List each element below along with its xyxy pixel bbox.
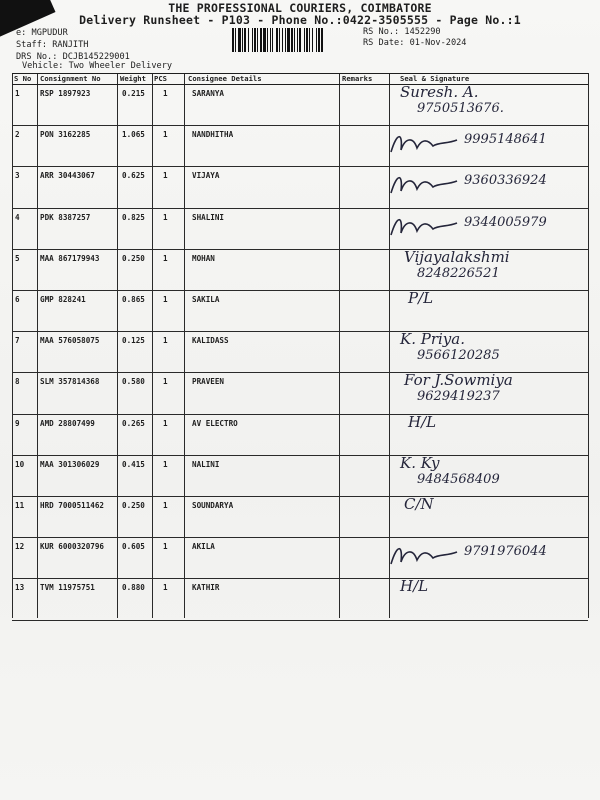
pcs-cell: 1 xyxy=(163,130,168,140)
sno-cell: 1 xyxy=(15,89,20,98)
table-row-line xyxy=(12,620,588,621)
weight-cell: 0.125 xyxy=(122,336,145,346)
barcode-bar xyxy=(312,28,313,52)
signature-name: K. Ky xyxy=(400,453,440,472)
weight-cell: 0.215 xyxy=(122,89,145,98)
table-header-line xyxy=(12,84,588,85)
sno-cell: 12 xyxy=(15,542,25,552)
pcs-cell: 1 xyxy=(163,583,168,593)
weight-cell: 0.825 xyxy=(122,212,145,222)
consignment-cell: RSP 1897923 xyxy=(40,89,91,98)
barcode-bar xyxy=(235,28,236,52)
barcode-bar xyxy=(272,28,273,52)
signature-name: Suresh. A. xyxy=(400,83,479,101)
table-row-line xyxy=(12,290,588,291)
barcode-bar xyxy=(267,28,268,52)
table-row-line xyxy=(12,125,588,126)
signature-name: C/N xyxy=(404,495,434,513)
weight-cell: 0.580 xyxy=(122,377,145,387)
consignee-cell: MOHAN xyxy=(192,253,215,263)
consignee-cell: SARANYA xyxy=(192,89,225,98)
table-row-line xyxy=(12,496,588,497)
barcode-bar xyxy=(309,28,310,52)
pcs-cell: 1 xyxy=(163,253,168,263)
signature-phone: 9750513676. xyxy=(417,101,504,116)
pcs-cell: 1 xyxy=(163,377,168,387)
signature-phone: 8248226521 xyxy=(417,265,500,281)
table-row-line xyxy=(12,208,588,209)
barcode-bar xyxy=(297,28,298,52)
weight-cell: 0.880 xyxy=(122,583,145,593)
table-row-line xyxy=(12,414,588,415)
branch-label: e: MGPUDUR xyxy=(16,28,68,38)
weight-cell: 0.415 xyxy=(122,459,145,469)
barcode-bar xyxy=(263,28,266,52)
consignment-cell: KUR 6000320796 xyxy=(40,542,105,552)
pcs-cell: 1 xyxy=(163,459,168,469)
signature-phone: 9360336924 xyxy=(464,173,547,189)
table-row-line xyxy=(12,455,588,456)
signature-name: Vijayalakshmi xyxy=(404,247,510,266)
pcs-cell: 1 xyxy=(163,171,168,181)
consignee-cell: NALINI xyxy=(192,459,220,469)
sno-cell: 9 xyxy=(15,418,20,428)
table-column-line xyxy=(588,73,589,618)
signature-name: P/L xyxy=(408,289,434,307)
signature-name: H/L xyxy=(408,412,437,431)
barcode-bar xyxy=(238,28,241,52)
sno-cell: 10 xyxy=(15,459,25,469)
sno-cell: 6 xyxy=(15,295,20,304)
barcode-bar xyxy=(252,28,253,52)
barcode-bar xyxy=(248,28,249,52)
weight-cell: 0.605 xyxy=(122,542,145,552)
barcode-bar xyxy=(291,28,293,52)
weight-cell: 0.865 xyxy=(122,295,145,304)
barcode-bar xyxy=(285,28,286,52)
pcs-cell: 1 xyxy=(163,418,168,428)
sno-cell: 11 xyxy=(15,501,25,510)
consignee-cell: AV ELECTRO xyxy=(192,418,238,428)
barcode-bar xyxy=(260,28,262,52)
signature-phone: 9995148641 xyxy=(464,132,547,148)
consignment-cell: GMP 828241 xyxy=(40,295,86,304)
col-weight: Weight xyxy=(120,74,146,83)
consignee-cell: SOUNDARYA xyxy=(192,501,234,510)
table-row-line xyxy=(12,166,588,167)
consignee-cell: VIJAYA xyxy=(192,171,220,181)
weight-cell: 0.625 xyxy=(122,171,145,181)
col-remarks: Remarks xyxy=(342,74,373,83)
col-pcs: PCS xyxy=(154,74,167,83)
consignee-cell: SHALINI xyxy=(192,212,225,222)
consignment-cell: SLM 357814368 xyxy=(40,377,100,387)
sno-cell: 7 xyxy=(15,336,20,346)
barcode-bar xyxy=(304,28,305,52)
signature-phone: 9344005979 xyxy=(464,214,547,230)
barcode-bar xyxy=(299,28,301,52)
sno-cell: 4 xyxy=(15,212,20,222)
table-border xyxy=(12,73,588,74)
barcode-bar xyxy=(270,28,271,52)
consignee-cell: NANDHITHA xyxy=(192,130,234,140)
company-title: THE PROFESSIONAL COURIERS, COIMBATORE xyxy=(168,1,432,15)
sno-cell: 5 xyxy=(15,253,20,263)
delivery-table xyxy=(12,73,588,618)
barcode-bar xyxy=(321,28,323,52)
consignment-cell: TVM 11975751 xyxy=(40,583,95,593)
pcs-cell: 1 xyxy=(163,501,168,510)
consignment-cell: PDK 8387257 xyxy=(40,212,91,222)
weight-cell: 0.250 xyxy=(122,501,145,510)
consignee-cell: AKILA xyxy=(192,542,215,552)
pcs-cell: 1 xyxy=(163,542,168,552)
sno-cell: 2 xyxy=(15,130,20,140)
rs-date: RS Date: 01-Nov-2024 xyxy=(363,38,467,48)
drs-number: DRS No.: DCJB145229001 xyxy=(16,52,130,62)
signature-name: K. Priya. xyxy=(400,330,465,349)
consignment-cell: PON 3162285 xyxy=(40,130,91,140)
barcode-bar xyxy=(287,28,290,52)
consignee-cell: SAKILA xyxy=(192,295,220,304)
barcode-bar xyxy=(316,28,317,52)
barcode-bar xyxy=(254,28,256,52)
sno-cell: 3 xyxy=(15,171,20,181)
signature-phone: 9629419237 xyxy=(417,389,500,405)
vehicle-label: Vehicle: Two Wheeler Delivery xyxy=(22,61,173,71)
consignment-cell: HRD 7000511462 xyxy=(40,501,105,510)
sno-cell: 13 xyxy=(15,583,25,593)
consignment-cell: MAA 576058075 xyxy=(40,336,100,346)
pcs-cell: 1 xyxy=(163,295,168,304)
barcode-bar xyxy=(279,28,280,52)
signature-name: For J.Sowmiya xyxy=(404,371,513,390)
pcs-cell: 1 xyxy=(163,212,168,222)
weight-cell: 0.250 xyxy=(122,253,145,263)
signature-scrawl xyxy=(387,128,467,162)
weight-cell: 0.265 xyxy=(122,418,145,428)
col-consignment: Consignment No xyxy=(40,74,101,83)
consignee-cell: KALIDASS xyxy=(192,336,229,346)
col-consignee: Consignee Details xyxy=(188,74,262,83)
table-row-line xyxy=(12,331,588,332)
signature-scrawl xyxy=(387,211,467,245)
barcode-bar xyxy=(306,28,308,52)
barcode-bar xyxy=(232,28,234,52)
consignee-cell: PRAVEEN xyxy=(192,377,225,387)
table-row-line xyxy=(12,537,588,538)
barcode-bar xyxy=(282,28,283,52)
col-seal: Seal & Signature xyxy=(400,74,470,83)
staff-label: Staff: RANJITH xyxy=(16,40,89,50)
barcode-bar xyxy=(257,28,258,52)
signature-phone: 9566120285 xyxy=(417,348,500,364)
consignment-cell: MAA 301306029 xyxy=(40,459,100,469)
barcode-bar xyxy=(294,28,295,52)
barcode xyxy=(232,28,356,52)
consignment-cell: ARR 30443067 xyxy=(40,171,95,181)
consignment-cell: MAA 867179943 xyxy=(40,253,100,263)
weight-cell: 1.065 xyxy=(122,130,145,140)
barcode-bar xyxy=(244,28,246,52)
signature-name: H/L xyxy=(400,577,429,596)
pcs-cell: 1 xyxy=(163,336,168,346)
table-row-line xyxy=(12,578,588,579)
sno-cell: 8 xyxy=(15,377,20,387)
signature-phone: 9484568409 xyxy=(417,471,500,487)
barcode-bar xyxy=(242,28,243,52)
rs-number: RS No.: 1452290 xyxy=(363,27,441,37)
pcs-cell: 1 xyxy=(163,89,168,98)
signature-scrawl xyxy=(387,540,467,574)
signature-phone: 9791976044 xyxy=(464,544,547,560)
col-sno: S No xyxy=(14,74,32,83)
barcode-bar xyxy=(318,28,320,52)
consignee-cell: KATHIR xyxy=(192,583,220,593)
runsheet-subtitle: Delivery Runsheet - P103 - Phone No.:0422-3505555 - Page No.:1 xyxy=(79,13,521,27)
signature-scrawl xyxy=(387,169,467,203)
barcode-bar xyxy=(276,28,278,52)
consignment-cell: AMD 28807499 xyxy=(40,418,95,428)
